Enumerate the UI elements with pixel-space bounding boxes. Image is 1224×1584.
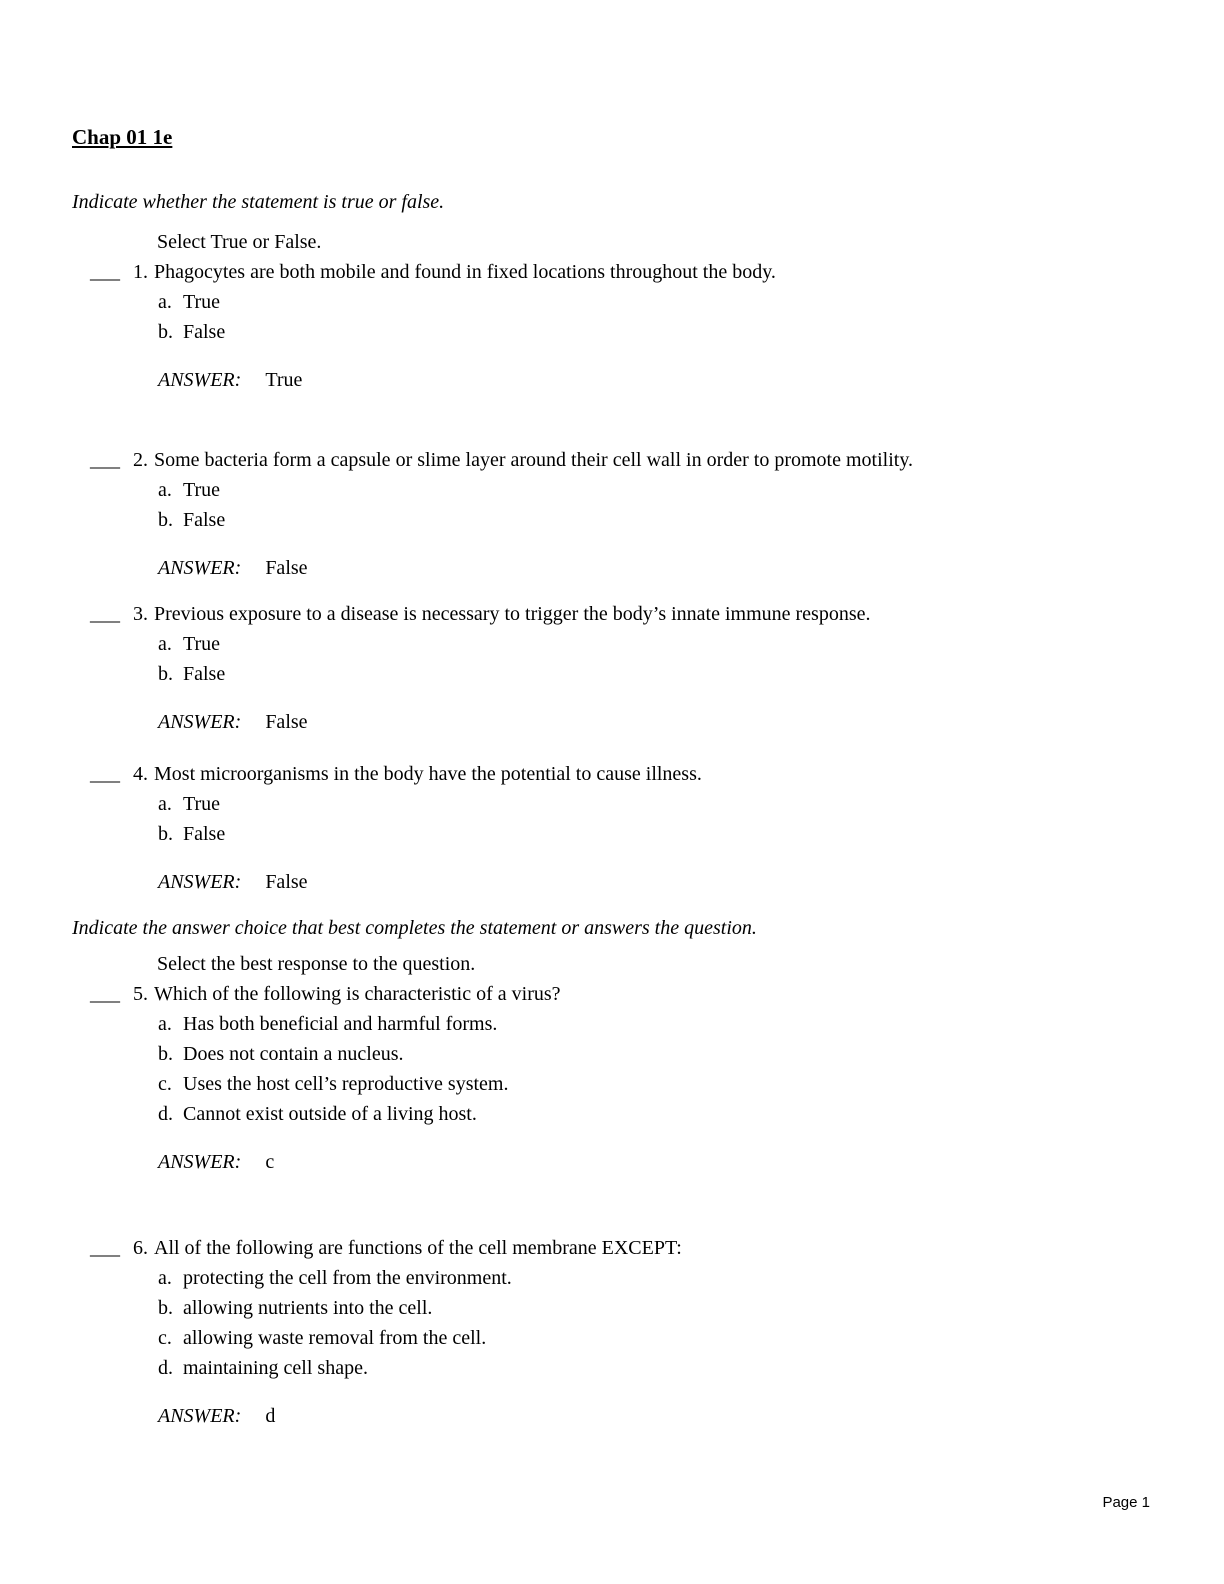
question-4-choice-b [158, 819, 1152, 849]
question-5-choice-b [158, 1039, 1152, 1069]
question-4-answer [158, 867, 1152, 897]
answer-blank: ___ [90, 449, 120, 471]
answer-blank: ___ [90, 763, 120, 785]
question-number: 1. [133, 261, 148, 283]
question-2-choice-b [158, 505, 1152, 535]
choice-text: Has both beneficial and harmful forms. [183, 1013, 498, 1035]
question-1-choice-b [158, 317, 1152, 347]
choice-letter: a. [158, 479, 172, 501]
question-5-choice-d [158, 1099, 1152, 1129]
question-1-answer [158, 365, 1152, 395]
question-1-choice-a [158, 287, 1152, 317]
choice-text: allowing nutrients into the cell. [183, 1297, 433, 1319]
question-number: 6. [133, 1237, 148, 1259]
answer-blank: ___ [90, 983, 120, 1005]
section-2-instruction: Indicate the answer choice that best completes the statement or answers the question. [72, 917, 757, 939]
question-6-statement [72, 1233, 1152, 1263]
choice-text: protecting the cell from the environment. [183, 1267, 512, 1289]
question-6-choice-a [158, 1263, 1152, 1293]
page-title: Chap 01 1e [72, 125, 173, 149]
question-text: All of the following are functions of the cell membrane EXCEPT: [154, 1237, 682, 1259]
question-text: Which of the following is characteristic of a virus? [154, 983, 561, 1005]
answer-label: ANSWER: [158, 557, 242, 579]
answer-label: ANSWER: [158, 369, 242, 391]
question-2-statement [72, 445, 1152, 475]
question-2-answer [158, 553, 1152, 583]
question-3-choice-a [158, 629, 1152, 659]
question-3-statement [72, 599, 1152, 629]
question-text: Previous exposure to a disease is necessary to trigger the body’s innate immune response. [154, 603, 871, 625]
question-1 [72, 257, 1152, 395]
choice-letter: b. [158, 1043, 173, 1065]
choice-letter: d. [158, 1103, 173, 1125]
answer-label: ANSWER: [158, 1151, 242, 1173]
choice-letter: c. [158, 1327, 172, 1349]
question-5-choice-c [158, 1069, 1152, 1099]
answer-value: False [265, 871, 308, 893]
choice-letter: b. [158, 663, 173, 685]
answer-value: True [265, 369, 303, 391]
question-text: Phagocytes are both mobile and found in fixed locations throughout the body. [154, 261, 776, 283]
choice-text: False [183, 321, 226, 343]
answer-label: ANSWER: [158, 871, 242, 893]
question-4 [72, 759, 1152, 897]
question-6-choice-d [158, 1353, 1152, 1383]
question-text: Some bacteria form a capsule or slime layer around their cell wall in order to promote motility. [154, 449, 914, 471]
page-number: Page 1 [1102, 1494, 1150, 1511]
choice-text: True [183, 793, 221, 815]
question-5 [72, 979, 1152, 1177]
choice-text: True [183, 291, 221, 313]
choice-letter: b. [158, 1297, 173, 1319]
question-3-answer [158, 707, 1152, 737]
question-text: Most microorganisms in the body have the potential to cause illness. [154, 763, 702, 785]
choice-text: False [183, 509, 226, 531]
question-2-choice-a [158, 475, 1152, 505]
choice-letter: a. [158, 1013, 172, 1035]
answer-value: d [265, 1405, 276, 1427]
question-4-statement [72, 759, 1152, 789]
question-3 [72, 599, 1152, 737]
answer-blank: ___ [90, 261, 120, 283]
choice-text: Cannot exist outside of a living host. [183, 1103, 477, 1125]
choice-text: allowing waste removal from the cell. [183, 1327, 487, 1349]
question-6 [72, 1233, 1152, 1431]
choice-letter: d. [158, 1357, 173, 1379]
answer-blank: ___ [90, 603, 120, 625]
question-5-statement [72, 979, 1152, 1009]
section-2-sub-instruction: Select the best response to the question. [157, 953, 476, 975]
question-number: 3. [133, 603, 148, 625]
choice-text: True [183, 633, 221, 655]
choice-text: Uses the host cell’s reproductive system. [183, 1073, 509, 1095]
choice-text: True [183, 479, 221, 501]
question-3-choice-b [158, 659, 1152, 689]
question-number: 2. [133, 449, 148, 471]
question-4-choice-a [158, 789, 1152, 819]
question-1-statement [72, 257, 1152, 287]
choice-letter: a. [158, 1267, 172, 1289]
choice-letter: a. [158, 793, 172, 815]
question-number: 5. [133, 983, 148, 1005]
question-5-choice-a [158, 1009, 1152, 1039]
answer-blank: ___ [90, 1237, 120, 1259]
section-1-instruction: Indicate whether the statement is true or false. [72, 191, 445, 213]
section-1-sub-instruction: Select True or False. [157, 231, 322, 253]
choice-letter: a. [158, 633, 172, 655]
choice-letter: b. [158, 509, 173, 531]
choice-letter: b. [158, 321, 173, 343]
answer-value: c [265, 1151, 275, 1173]
choice-letter: a. [158, 291, 172, 313]
choice-text: maintaining cell shape. [183, 1357, 368, 1379]
answer-label: ANSWER: [158, 1405, 242, 1427]
choice-text: Does not contain a nucleus. [183, 1043, 404, 1065]
choice-letter: c. [158, 1073, 172, 1095]
answer-label: ANSWER: [158, 711, 242, 733]
question-number: 4. [133, 763, 148, 785]
answer-value: False [265, 557, 308, 579]
question-6-choice-b [158, 1293, 1152, 1323]
answer-value: False [265, 711, 308, 733]
choice-text: False [183, 663, 226, 685]
question-5-answer [158, 1147, 1152, 1177]
question-6-choice-c [158, 1323, 1152, 1353]
choice-text: False [183, 823, 226, 845]
question-6-answer [158, 1401, 1152, 1431]
choice-letter: b. [158, 823, 173, 845]
question-2 [72, 445, 1152, 583]
